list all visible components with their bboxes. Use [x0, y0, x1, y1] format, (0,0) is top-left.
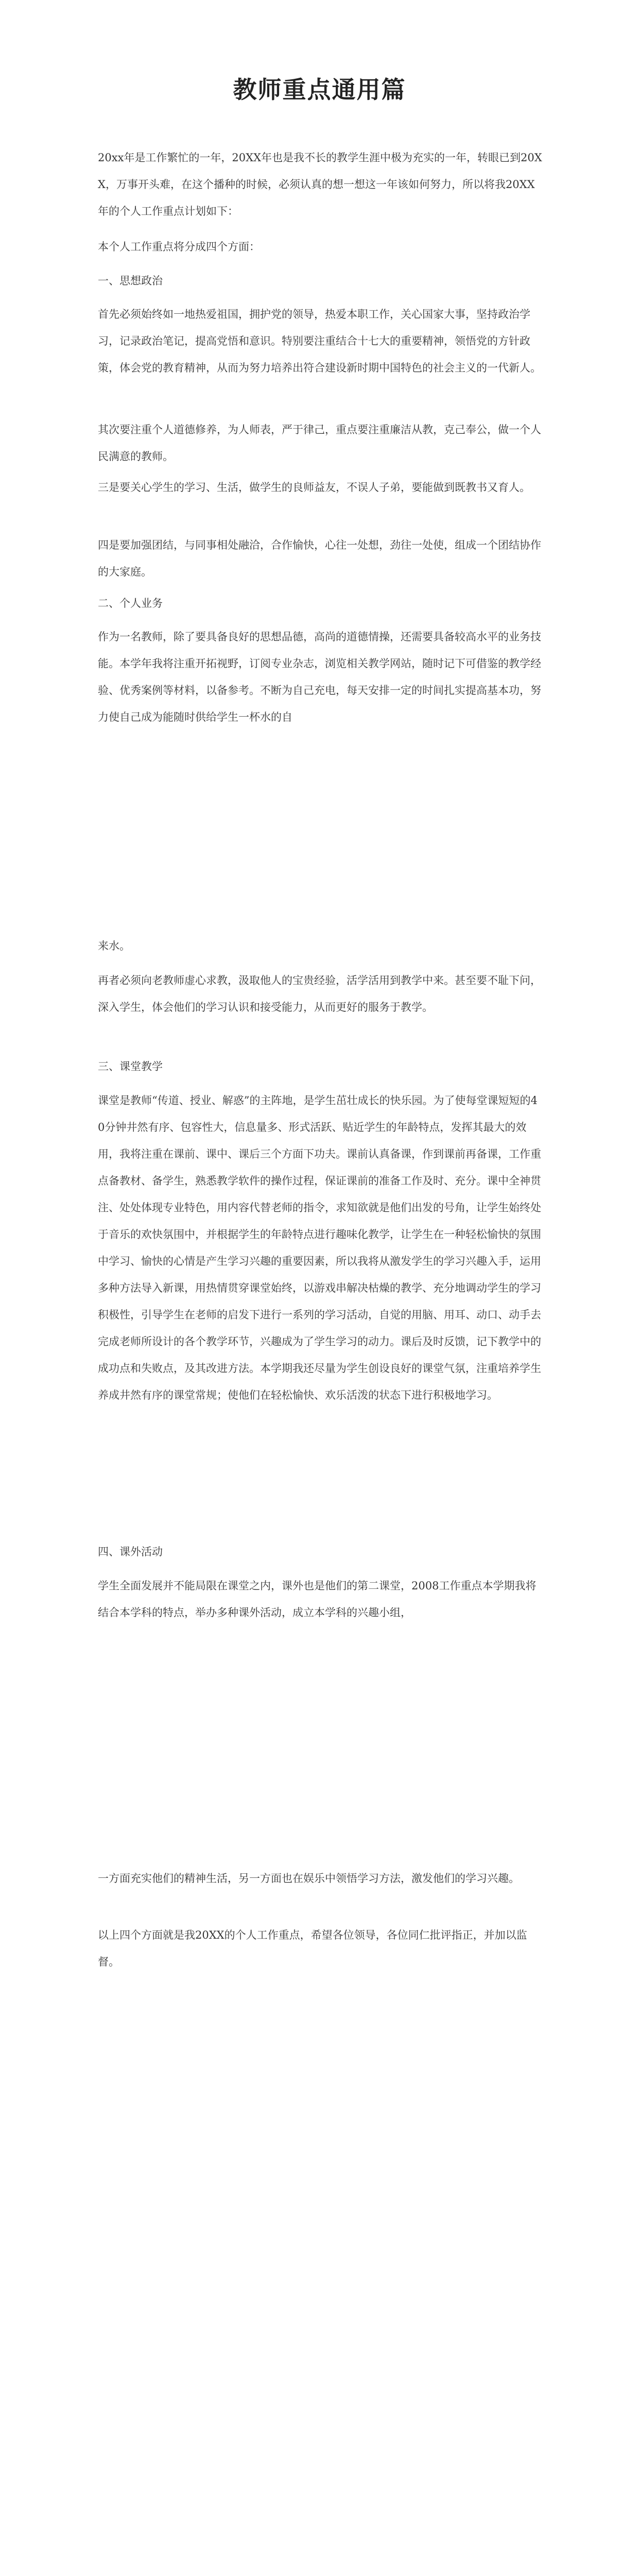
politics-paragraph-2: 其次要注重个人道德修养，为人师表，严于律己，重点要注重廉洁从教，克己奉公，做一个人民满意的教师。: [98, 423, 541, 463]
politics-paragraph-3: 三是要关心学生的学习、生活，做学生的良师益友，不误人子弟，要能做到既教书又育人。: [98, 481, 530, 494]
politics-paragraph-1: 首先必须始终如一地热爱祖国，拥护党的领导，热爱本职工作，关心国家大事，坚持政治学习，记录政治笔记，提高党悟和意识。特别要注重结合十七大的重要精神，领悟党的方针政策，体会党的教育精神，从而为努力培养出符合建设新时期中国特色的社会主义的一代新人。: [98, 308, 541, 374]
section-heading-extracurricular: 四、课外活动: [98, 1546, 163, 1558]
intro-paragraph: 20xx年是工作繁忙的一年，20XX年也是我不长的教学生涯中极为充实的一年，转眼已到20XX，万事开头难，在这个播种的时候，必须认真的想一想这一年该如何努力，所以将我20XX年的个人工作重点计划如下：: [98, 151, 542, 217]
classroom-paragraph: 课堂是教师“传道、授业、解惑”的主阵地，是学生茁壮成长的快乐园。为了使每堂课短短的40分钟井然有序、包容性大，信息量多、形式活跃、贴近学生的年龄特点，发挥其最大的效用，我将注重在课前、课中、课后三个方面下功夫。课前认真备课，作到课前再备课，工作重点备教材、备学生，熟悉教学软件的操作过程，保证课前的准备工作及时、充分。课中全神贯注、处处体现专业特色，用内容代替老师的指令，求知欲就是他们出发的号角，让学生始终处于音乐的欢快氛围中，并根据学生的年龄特点进行趣味化教学，让学生在一种轻松愉快的氛围中学习、愉快的心情是产生学习兴趣的重要因素，所以我将从激发学生的学习兴趣入手，运用多种方法导入新课，用热情贯穿课堂始终，以游戏串解决枯燥的教学、充分地调动学生的学习积极性，引导学生在老师的启发下进行一系列的学习活动，自觉的用脑、用耳、动口、动手去完成老师所设计的各个教学环节，兴趣成为了学生学习的动力。课后及时反馈，记下教学中的成功点和失败点，及其改进方法。本学期我还尽量为学生创设良好的课堂气氛，注重培养学生养成井然有序的课堂常规；使他们在轻松愉快、欢乐活泼的状态下进行积极地学习。: [98, 1094, 541, 1401]
page-title: 教师重点通用篇: [233, 76, 406, 104]
section-heading-business: 二、个人业务: [98, 597, 163, 609]
politics-paragraph-4: 四是要加强团结，与同事相处融洽，合作愉快，心往一处想，劲往一处使，组成一个团结协作的大家庭。: [98, 539, 541, 578]
closing-paragraph: 以上四个方面就是我20XX的个人工作重点，希望各位领导，各位同仁批评指正，并加以监督。: [98, 1929, 527, 1968]
business-paragraph-2: 再者必须向老教师虚心求教，汲取他人的宝贵经验，活学活用到教学中来。甚至要不耻下问，深入学生，体会他们的学习认识和接受能力，从而更好的服务于教学。: [98, 974, 541, 1013]
extracurricular-paragraph-continued: 一方面充实他们的精神生活，另一方面也在娱乐中领悟学习方法，激发他们的学习兴趣。: [98, 1872, 520, 1885]
extracurricular-paragraph: 学生全面发展并不能局限在课堂之内，课外也是他们的第二课堂，2008工作重点本学期我将结合本学科的特点，举办多种课外活动，成立本学科的兴趣小组，: [98, 1580, 537, 1619]
overview-paragraph: 本个人工作重点将分成四个方面：: [98, 241, 260, 253]
section-heading-classroom: 三、课堂教学: [98, 1060, 163, 1073]
business-paragraph-1: 作为一名教师，除了要具备良好的思想品德，高尚的道德情操，还需要具备较高水平的业务技能。本学年我将注重开拓视野，订阅专业杂志，浏览相关教学网站，随时记下可借鉴的教学经验、优秀案例等材料，以备参考。不断为自己充电，每天安排一定的时间扎实提高基本功，努力使自己成为能随时供给学生一杯水的自: [98, 631, 541, 723]
section-heading-politics: 一、思想政治: [98, 275, 163, 287]
business-paragraph-1-continued: 来水。: [98, 940, 130, 952]
